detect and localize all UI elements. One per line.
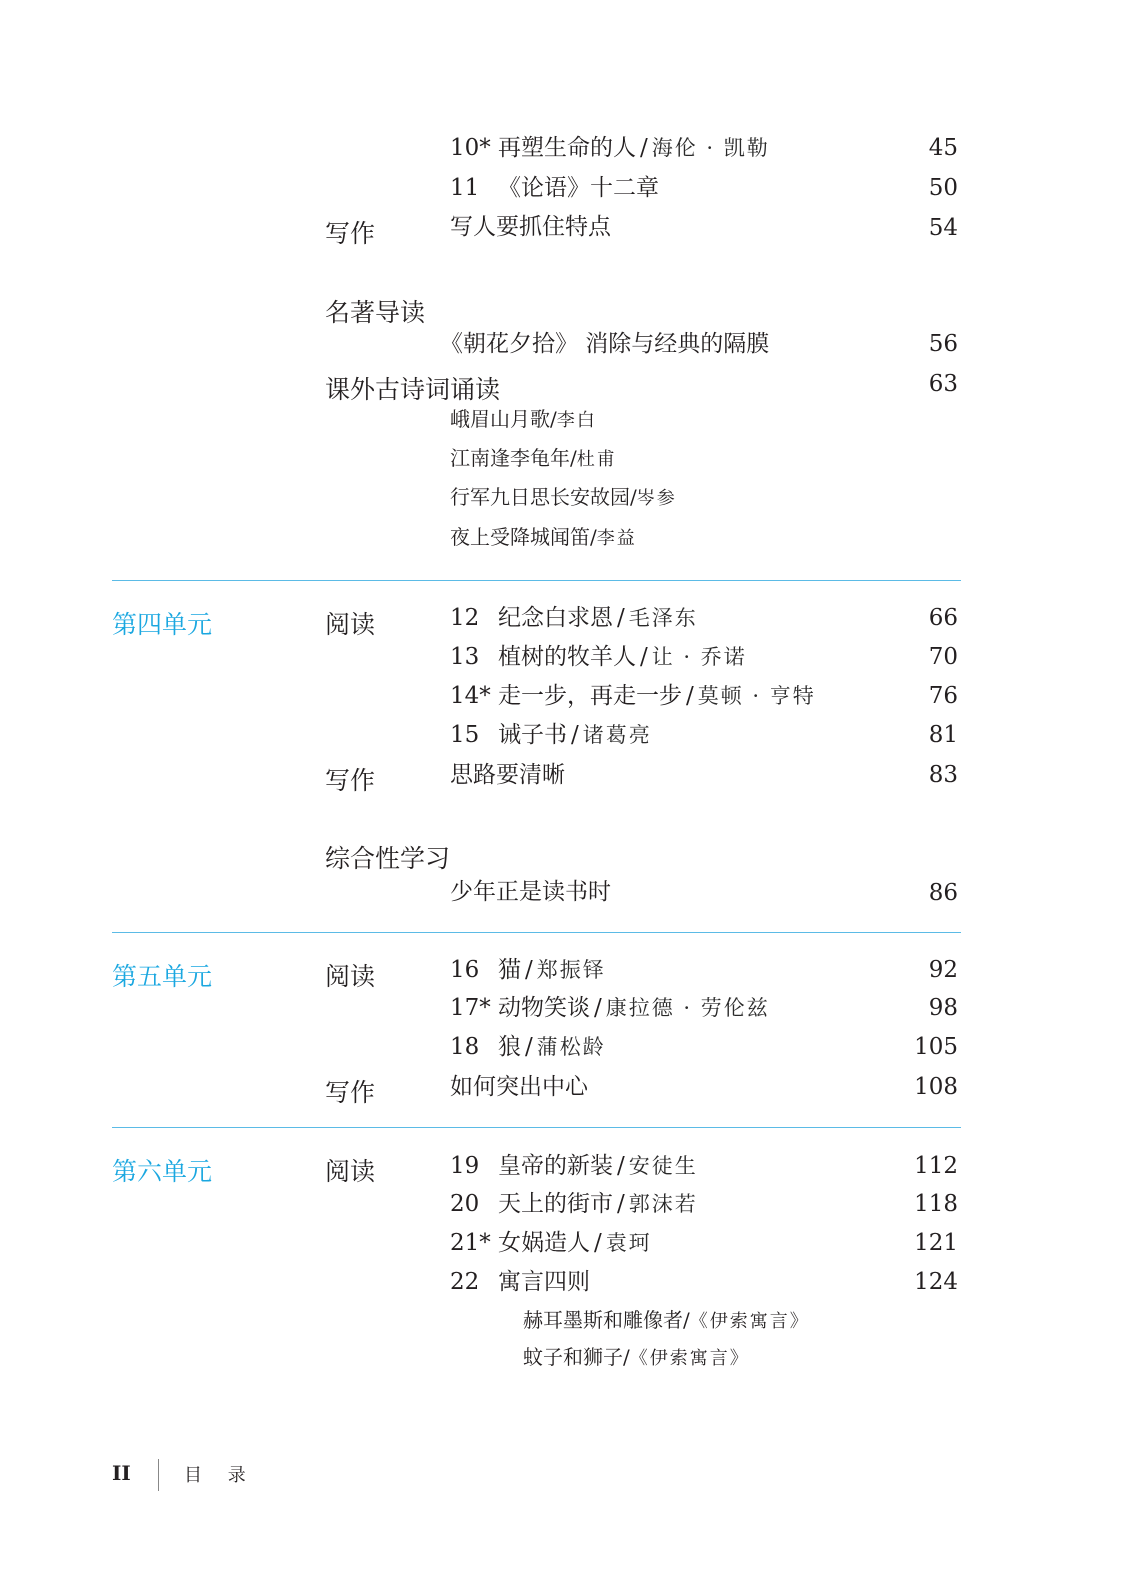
page-number: 50 bbox=[928, 175, 958, 201]
toc-entry-classics[interactable] bbox=[440, 333, 769, 356]
reading-label: 阅读 bbox=[325, 1157, 376, 1186]
lesson-title: 《论语》十二章 bbox=[498, 175, 659, 201]
lesson-title: 寓言四则 bbox=[498, 1269, 590, 1295]
poem-title: 峨眉山月歌 bbox=[450, 407, 550, 431]
lesson-title: 天上的街市 bbox=[498, 1191, 613, 1217]
lesson-title: 皇帝的新装 bbox=[498, 1153, 613, 1179]
fable-item[interactable]: 赫耳墨斯和雕像者/《伊索寓言》 bbox=[523, 1308, 810, 1332]
unit-label: 第四单元 bbox=[112, 610, 213, 639]
page-number: 124 bbox=[914, 1269, 958, 1295]
page-number: 54 bbox=[928, 215, 958, 241]
writing-title: 思路要清晰 bbox=[450, 762, 565, 788]
lesson-title: 纪念白求恩 bbox=[498, 605, 613, 631]
page-number: 81 bbox=[928, 722, 958, 748]
integrated-learning-label: 综合性学习 bbox=[325, 844, 451, 873]
lesson-author: 袁珂 bbox=[605, 1231, 652, 1255]
page-number: 98 bbox=[928, 995, 958, 1021]
lesson-number: 10* bbox=[450, 135, 491, 161]
page-number: 66 bbox=[928, 605, 958, 631]
writing-label: 写作 bbox=[325, 219, 376, 248]
toc-entry-writing[interactable] bbox=[450, 764, 565, 787]
lesson-author: 海伦 · 凯勒 bbox=[651, 136, 770, 160]
writing-title: 如何突出中心 bbox=[450, 1074, 588, 1100]
toc-entry-20[interactable]: 20 天上的街市 / 郭沫若 bbox=[450, 1191, 698, 1217]
toc-entry-writing[interactable] bbox=[450, 1076, 588, 1099]
toc-entry-16[interactable]: 16 猫 / 郑振铎 bbox=[450, 957, 606, 983]
unit-label: 第六单元 bbox=[112, 1157, 213, 1186]
lesson-title: 再塑生命的人 bbox=[498, 135, 636, 161]
page-number: 105 bbox=[914, 1034, 958, 1060]
page-number: 76 bbox=[928, 683, 958, 709]
unit-divider bbox=[112, 932, 961, 933]
writing-label: 写作 bbox=[325, 766, 376, 795]
poem-title: 行军九日思长安故园 bbox=[450, 485, 630, 509]
lesson-number: 16 bbox=[450, 957, 480, 983]
page-number: 70 bbox=[928, 644, 958, 670]
lesson-title: 植树的牧羊人 bbox=[498, 644, 636, 670]
lesson-author: 毛泽东 bbox=[628, 606, 698, 630]
poems-label: 课外古诗词诵读 bbox=[325, 375, 501, 404]
page-number: 83 bbox=[928, 762, 958, 788]
lesson-author: 郭沫若 bbox=[628, 1192, 698, 1216]
poem-item[interactable]: 行军九日思长安故园/岑参 bbox=[450, 485, 677, 509]
poem-title: 江南逢李龟年 bbox=[450, 446, 570, 470]
classics-title: 《朝花夕拾》 消除与经典的隔膜 bbox=[440, 331, 770, 357]
poem-item[interactable]: 江南逢李龟年/杜甫 bbox=[450, 446, 617, 470]
page-number: 118 bbox=[914, 1191, 958, 1217]
fable-title: 赫耳墨斯和雕像者 bbox=[523, 1308, 683, 1332]
fable-item[interactable]: 蚊子和狮子/《伊索寓言》 bbox=[523, 1345, 750, 1369]
toc-entry-writing[interactable] bbox=[450, 216, 611, 239]
fable-source: 《伊索寓言》 bbox=[629, 1348, 750, 1369]
integrated-title: 少年正是读书时 bbox=[450, 879, 611, 905]
page-number: 108 bbox=[914, 1074, 958, 1100]
toc-entry-15[interactable]: 15 诫子书 / 诸葛亮 bbox=[450, 722, 652, 748]
poem-item[interactable]: 夜上受降城闻笛/李益 bbox=[450, 525, 637, 549]
lesson-title: 诫子书 bbox=[498, 722, 567, 748]
writing-title: 写人要抓住特点 bbox=[450, 214, 611, 240]
poem-item[interactable]: 峨眉山月歌/李白 bbox=[450, 407, 597, 431]
lesson-author: 莫顿 · 亨特 bbox=[697, 684, 816, 708]
lesson-number: 20 bbox=[450, 1191, 480, 1217]
lesson-number: 11 bbox=[450, 175, 480, 201]
lesson-number: 13 bbox=[450, 644, 480, 670]
page-number: 121 bbox=[914, 1230, 958, 1256]
toc-entry-19[interactable]: 19 皇帝的新装 / 安徒生 bbox=[450, 1153, 698, 1179]
lesson-author: 安徒生 bbox=[628, 1154, 698, 1178]
lesson-number: 12 bbox=[450, 605, 480, 631]
lesson-number: 19 bbox=[450, 1153, 480, 1179]
classics-label: 名著导读 bbox=[325, 298, 426, 327]
poem-author: 岑参 bbox=[636, 488, 677, 509]
page-number: 45 bbox=[928, 135, 958, 161]
fable-title: 蚊子和狮子 bbox=[523, 1345, 623, 1369]
lesson-author: 让 · 乔诺 bbox=[651, 645, 747, 669]
toc-entry-18[interactable]: 18 狼 / 蒲松龄 bbox=[450, 1034, 606, 1060]
fable-source: 《伊索寓言》 bbox=[689, 1311, 810, 1332]
footer-title: 目 录 bbox=[184, 1465, 256, 1486]
lesson-number: 15 bbox=[450, 722, 480, 748]
lesson-title: 猫 bbox=[498, 957, 521, 983]
poem-author: 杜甫 bbox=[576, 449, 617, 470]
toc-entry-17[interactable]: 17* 动物笑谈 / 康拉德 · 劳伦兹 bbox=[450, 995, 770, 1021]
toc-entry-21[interactable]: 21* 女娲造人 / 袁珂 bbox=[450, 1230, 652, 1256]
lesson-author: 郑振铎 bbox=[536, 958, 606, 982]
page-number: 112 bbox=[914, 1153, 958, 1179]
page-number: 86 bbox=[928, 880, 958, 906]
toc-entry-13[interactable]: 13 植树的牧羊人 / 让 · 乔诺 bbox=[450, 644, 747, 670]
lesson-author: 诸葛亮 bbox=[582, 723, 652, 747]
page-number: 56 bbox=[928, 331, 958, 357]
poem-author: 李益 bbox=[596, 528, 637, 549]
writing-label: 写作 bbox=[325, 1078, 376, 1107]
footer-page-number: II bbox=[112, 1461, 131, 1485]
footer-separator bbox=[158, 1459, 159, 1491]
lesson-title: 女娲造人 bbox=[498, 1230, 590, 1256]
unit-label: 第五单元 bbox=[112, 962, 213, 991]
lesson-number: 22 bbox=[450, 1269, 480, 1295]
lesson-author: 康拉德 · 劳伦兹 bbox=[605, 996, 770, 1020]
reading-label: 阅读 bbox=[325, 962, 376, 991]
lesson-number: 17* bbox=[450, 995, 491, 1021]
toc-entry-22[interactable] bbox=[450, 1271, 590, 1294]
page-number: 92 bbox=[928, 957, 958, 983]
toc-entry-14[interactable]: 14* 走一步，再走一步 / 莫顿 · 亨特 bbox=[450, 683, 816, 709]
lesson-title: 狼 bbox=[498, 1034, 521, 1060]
poem-title: 夜上受降城闻笛 bbox=[450, 525, 590, 549]
reading-label: 阅读 bbox=[325, 610, 376, 639]
toc-entry-integrated[interactable] bbox=[450, 881, 611, 904]
unit-divider bbox=[112, 580, 961, 581]
lesson-title: 动物笑谈 bbox=[498, 995, 590, 1021]
poem-author: 李白 bbox=[556, 410, 597, 431]
toc-entry-10[interactable]: 10* 再塑生命的人 / 海伦 · 凯勒 bbox=[450, 135, 770, 161]
unit-divider bbox=[112, 1127, 961, 1128]
toc-entry-12[interactable]: 12 纪念白求恩 / 毛泽东 bbox=[450, 605, 698, 631]
page-number: 63 bbox=[928, 371, 958, 397]
lesson-title: 走一步，再走一步 bbox=[498, 683, 682, 709]
lesson-number: 18 bbox=[450, 1034, 480, 1060]
lesson-author: 蒲松龄 bbox=[536, 1035, 606, 1059]
lesson-number: 14* bbox=[450, 683, 491, 709]
lesson-number: 21* bbox=[450, 1230, 491, 1256]
toc-entry-11[interactable] bbox=[450, 177, 659, 200]
